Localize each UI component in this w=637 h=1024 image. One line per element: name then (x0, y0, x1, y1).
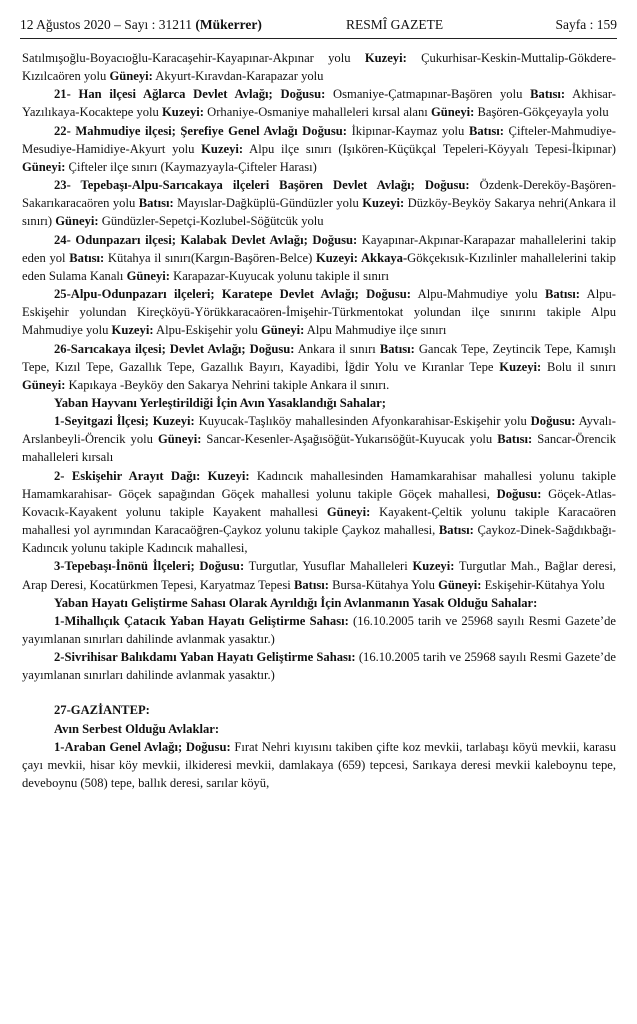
section-heading-gaziantep: 27-GAZİANTEP: (54, 703, 150, 718)
paragraph-yh-3-tepebasi-inonu: 3-Tepebaşı-İnönü İlçeleri; Doğusu: Turgutlar, Yusuflar Mahalleleri Kuzeyi: Turgutlar Mah., Bağlar deresi, Arap Deresi, Kocatürkmen Tepesi, Karyatmaz Tepesi Batısı: Bursa-Kütahya Yolu Güneyi: Eskişehir-Kütahya Yolu (22, 559, 616, 592)
paragraph-yh-2-arayit: 2- Eskişehir Arayıt Dağı: Kuzeyi: Kadıncık mahallesinden Hamamkarahisar mahallesi yolunu takiple Hamamkarahisar- Göçek sapağından Göçek mahallesi yolunu takiple Göçek mahallesi, Doğusu: Göçek-Atlas-Kovacık-Kayakent yolunu takiple Kayakent mahallesi Güneyi: Kayakent-Çeltik yolunu takiple Karacaören mahallesi yol ayrımından Karacaöğren-Çaykoz yolunu takiple Çaykoz mahallesi, Batısı: Çaykoz-Dinek-Sağdıkbağı-Kadıncık yolunu takiple Kadıncık mahallesi, (22, 468, 616, 556)
paragraph-27-1-araban: 1-Araban Genel Avlağı; Doğusu: Fırat Nehri kıyısını takiben çifte koz mevkii, tarlabaşı köyü mevkii, karasu çayı mevkii, hisar köy mevkii, ilkideresi mevkii, damlakaya (659) tepcesi, Sarıkaya deresi mevkii kaleboynu tepe, deveboynu (508) tepe, ballık deresi, sarılar köyü, (22, 739, 617, 791)
paragraph-26-saricakaya: 26-Sarıcakaya ilçesi; Devlet Avlağı; Doğusu: Ankara il sınırı Batısı: Gancak Tepe, Zeytincik Tepe, Kamışlı Tepe, Kızıl Tepe, Gazallık Tepe, Gazallık Bayırı, Kayadibi, İğdir Yolu ve Kıranlar Tepe Kuzeyi: Bolu il sınırı Güneyi: Kapıkaya -Beyköy den Sakarya Nehrini takiple Ankara il sınırı. (22, 341, 616, 392)
section-heading-wildlife-development: Yaban Hayatı Geliştirme Sahası Olarak Ayrıldığı İçin Avlanmanın Yasak Olduğu Sahalar: (54, 595, 538, 610)
paragraph-yhg-2-balikdami: 2-Sivrihisar Balıkdamı Yaban Hayatı Geliştirme Sahası: (16.10.2005 tarih ve 25968 sayılı Resmi Gazete’de yayımlanan sınırları dahilinde avlanmak yasaktır.) (22, 650, 616, 683)
header-rule (20, 38, 617, 39)
section-gap (22, 684, 616, 701)
header-date-issue: 12 Ağustos 2020 – Sayı : 31211 (Mükerrer) (20, 17, 262, 32)
paragraph-yhg-1-catacik: 1-Mihallıçık Çatacık Yaban Hayatı Geliştirme Sahası: (16.10.2005 tarih ve 25968 sayılı Resmi Gazete’de yayımlanan sınırları dahilinde avlanmak yasaktır.) (22, 613, 617, 646)
page-header (20, 14, 617, 36)
header-page-number: Sayfa : 159 (555, 17, 617, 32)
header-publication-title: RESMÎ GAZETE (346, 17, 444, 32)
paragraph-24-odunpazari: 24- Odunpazarı ilçesi; Kalabak Devlet Avlağı; Doğusu: Kayapınar-Akpınar-Karapazar mahallelerini takip eden yol Batısı: Kütahya il sınırı(Kargın-Başören-Belce) Kuzeyi: Akkaya-Gökçekısık-Kızılinler mahallelerini takip eden Sulama Kanalı Güneyi: Karapazar-Kuyucak yolunu takiple il sınırı (22, 232, 616, 283)
section-heading-wildlife-ban: Yaban Hayvanı Yerleştirildiği İçin Avın Yasaklandığı Sahalar; (54, 395, 386, 410)
paragraph-continuation: Satılmışoğlu-Boyacıoğlu-Karacaşehir-Kayapınar-Akpınar yolu Kuzeyi: Çukurhisar-Keskin-Muttalip-Gökdere-Kızılcaören yolu Güneyi: Akyurt-Kıravdan-Karapazar yolu (22, 51, 616, 84)
paragraph-yh-1-seyitgazi: 1-Seyitgazi İlçesi; Kuzeyi: Kuyucak-Taşlıköy mahallesinden Afyonkarahisar-Eskişehir yolu Doğusu: Ayvalı-Arslanbeyli-Örencik yolu Güneyi: Sancar-Kesenler-Aşağısöğüt-Yukarısöğüt-Kuyucak yolu Batısı: Sancar-Örencik mahalleleri kırsalı (22, 414, 616, 465)
document-body (22, 49, 616, 792)
paragraph-25-alpu: 25-Alpu-Odunpazarı ilçeleri; Karatepe Devlet Avlağı; Doğusu: Alpu-Mahmudiye yolu Batısı: Alpu-Eskişehir yolundan Kireçköyü-Yörükkaracaören-İmişehir-Türkmentokat yolundan ilçe sınırını takiple Alpu Mahmudiye yolu Kuzeyi: Alpu-Eskişehir yolu Güneyi: Alpu Mahmudiye ilçe sınırı (22, 287, 616, 338)
paragraph-22-mahmudiye: 22- Mahmudiye ilçesi; Şerefiye Genel Avlağı Doğusu: İkipınar-Kaymaz yolu Batısı: Çifteler-Mahmudiye-Mesudiye-Hamidiye-Akyurt yolu Kuzeyi: Alpu ilçe sınırı (Işıkören-Küçükçal Tepeleri-Köyyalı Tepesi-İkipınar) Güneyi: Çifteler ilçe sınırı (Kaymazyayla-Çifteler Harası) (22, 123, 616, 174)
header-supplement-tag: (Mükerrer) (195, 17, 262, 32)
paragraph-21-han: 21- Han ilçesi Ağlarca Devlet Avlağı; Doğusu: Osmaniye-Çatmapınar-Başören yolu Batısı: Akhisar-Yazılıkaya-Kocaktepe yolu Kuzeyi: Orhaniye-Osmaniye mahalleleri kırsal alanı Güneyi: Başören-Gökçeyayla yolu (22, 87, 616, 120)
subheading-open-hunting: Avın Serbest Olduğu Avlaklar: (54, 721, 220, 736)
paragraph-23-tepebasi: 23- Tepebaşı-Alpu-Sarıcakaya ilçeleri Başören Devlet Avlağı; Doğusu: Özdenk-Dereköy-Başören-Sakarıkaracaören yolu Batısı: Mayıslar-Dağküplü-Gündüzler yolu Kuzeyi: Düzköy-Beyköy Sakarya nehri(Ankara il sınırı) Güneyi: Gündüzler-Sepetçi-Kozlubel-Söğütcük yolu (22, 178, 616, 229)
